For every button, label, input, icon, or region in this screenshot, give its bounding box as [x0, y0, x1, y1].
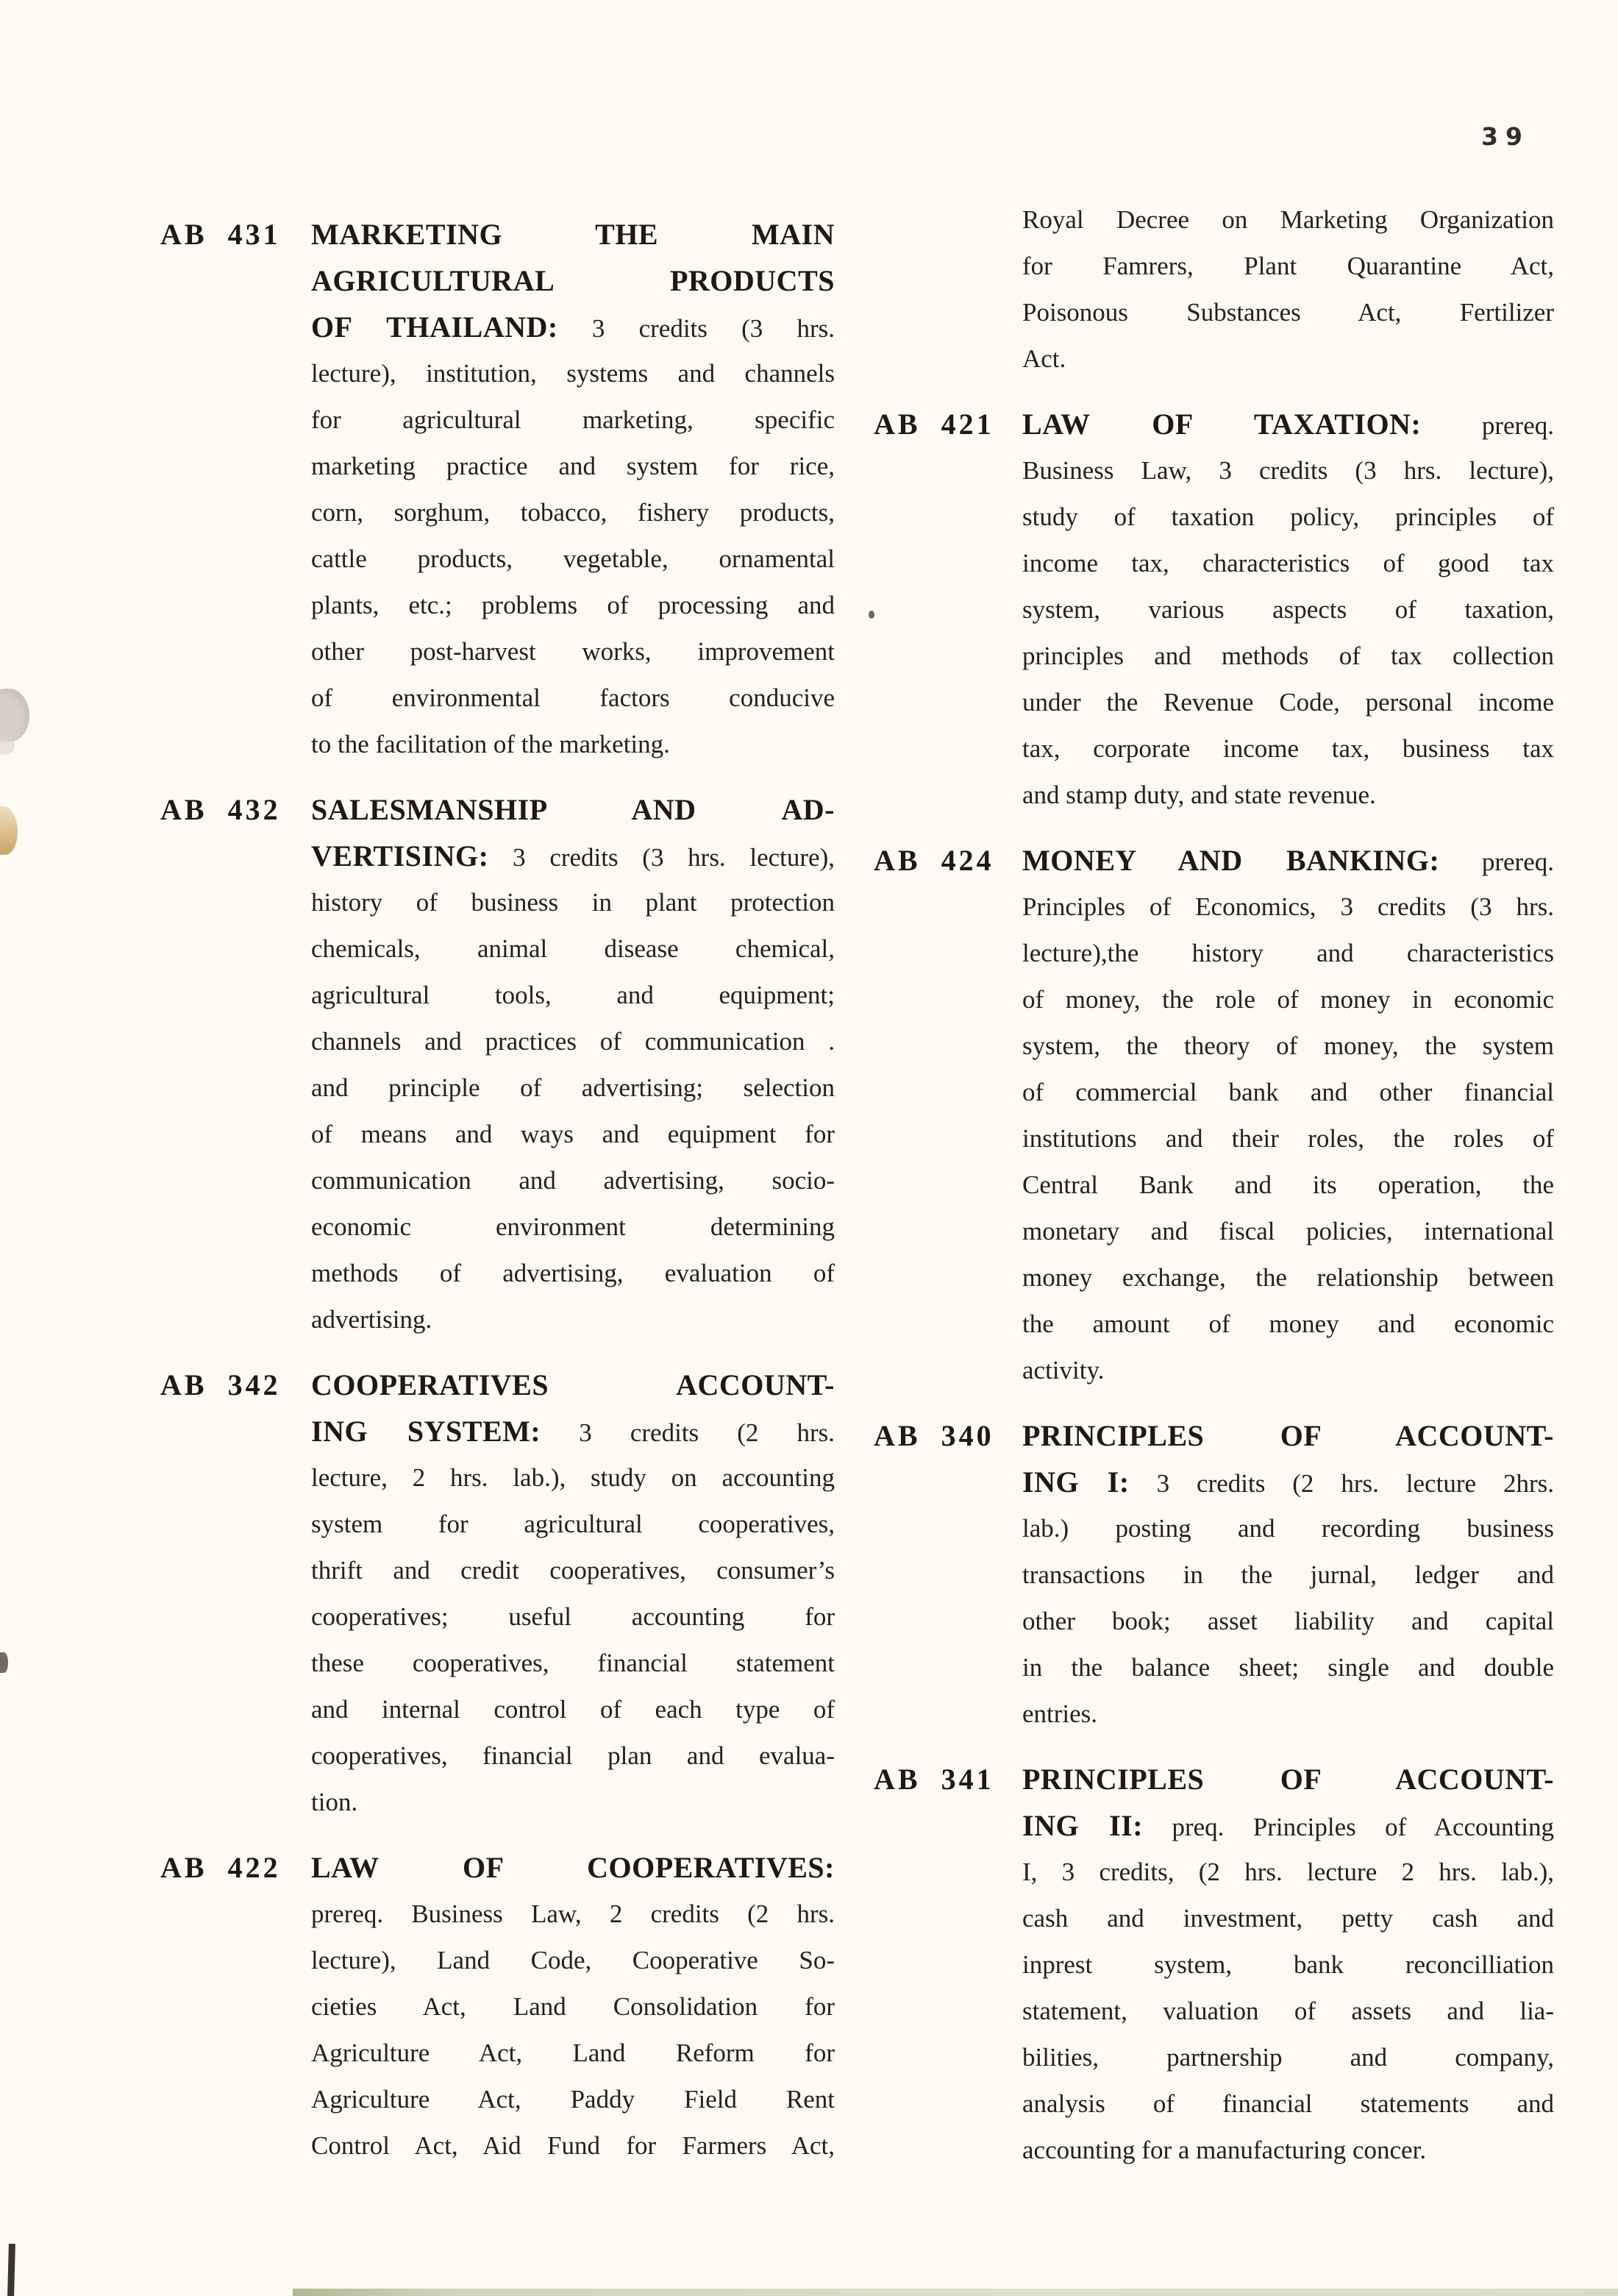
text-line	[1022, 633, 1554, 679]
text-line	[311, 1779, 835, 1825]
text-line	[311, 628, 835, 675]
body-text-segment: tion.	[311, 1788, 358, 1816]
text-line	[1022, 725, 1554, 772]
body-text-segment: Royal Decree on Marketing Organization	[1022, 205, 1554, 234]
text-line	[1022, 1459, 1554, 1505]
body-text-segment: other book; asset liability and capital	[1022, 1607, 1554, 1635]
body-text-segment: Business Law, 3 credits (3 hrs. lecture),	[1022, 456, 1554, 485]
course-title-segment: PRINCIPLES OF ACCOUNT-	[1022, 1763, 1554, 1796]
body-text-segment: Agriculture Act, Land Reform for	[311, 2039, 835, 2067]
text-line	[1022, 1162, 1554, 1208]
text-line	[1022, 1254, 1554, 1301]
course-title-segment: ING SYSTEM:	[311, 1415, 541, 1448]
body-text-segment: and internal control of each type of	[311, 1695, 835, 1724]
body-text-segment: activity.	[1022, 1356, 1105, 1385]
body-text-segment: of money, the role of money in economic	[1022, 985, 1554, 1014]
course-title-segment: LAW OF COOPERATIVES:	[311, 1851, 835, 1884]
right-column	[874, 196, 1555, 2173]
text-line	[311, 1937, 835, 1983]
text-line	[1022, 540, 1554, 586]
text-line	[1022, 1347, 1554, 1393]
body-text-segment: lecture), institution, systems and channels	[311, 359, 835, 388]
course-code: AB 431	[160, 218, 281, 251]
body-text-segment: of environmental factors conducive	[311, 683, 835, 712]
text-line	[311, 1640, 835, 1686]
body-text-segment: tax, corporate income tax, business tax	[1022, 734, 1554, 763]
text-line	[311, 443, 835, 489]
body-text-segment: 3 credits (3 hrs. lecture),	[488, 843, 835, 872]
course-code: AB 341	[874, 1763, 994, 1796]
text-line	[1022, 1756, 1554, 1802]
text-line	[311, 304, 835, 350]
text-line	[1022, 679, 1554, 725]
text-line	[1022, 289, 1554, 335]
course-title-segment: MARKETING THE MAIN	[311, 218, 835, 251]
course-code: AB 421	[874, 408, 994, 441]
body-text-segment: the amount of money and economic	[1022, 1309, 1554, 1338]
body-text-segment: bilities, partnership and company,	[1022, 2043, 1554, 2072]
text-line	[1022, 1941, 1554, 1988]
body-text-segment: Agriculture Act, Paddy Field Rent	[311, 2085, 835, 2114]
text-line	[1022, 1069, 1554, 1115]
text-line	[1022, 586, 1554, 633]
text-line	[1022, 335, 1554, 382]
text-line	[311, 1408, 835, 1454]
text-line	[1022, 772, 1554, 818]
text-line	[311, 1891, 835, 1937]
course-section	[874, 837, 1554, 1393]
text-line	[1022, 930, 1554, 976]
text-line	[311, 211, 835, 257]
scan-speck-artifact	[869, 611, 874, 619]
course-title-segment: ING I:	[1022, 1465, 1130, 1499]
text-line	[1022, 1552, 1554, 1598]
body-text-segment: accounting for a manufacturing concer.	[1022, 2136, 1427, 2164]
text-line	[311, 1983, 835, 2030]
scan-speck-artifact	[0, 1652, 8, 1673]
text-line	[311, 833, 835, 879]
body-text-segment: institutions and their roles, the roles of	[1022, 1124, 1554, 1153]
text-line	[311, 2076, 835, 2122]
body-text-segment: system, the theory of money, the system	[1022, 1031, 1554, 1060]
text-line	[1022, 884, 1554, 930]
body-text-segment: methods of advertising, evaluation of	[311, 1259, 835, 1287]
text-line	[1022, 494, 1554, 540]
text-line	[1022, 976, 1554, 1023]
body-text-segment: to the facilitation of the marketing.	[311, 730, 670, 758]
text-line	[1022, 2127, 1554, 2173]
course-code: AB 422	[160, 1851, 281, 1884]
text-line	[311, 2030, 835, 2076]
body-text-segment: prereq. Business Law, 2 credits (2 hrs.	[311, 1899, 835, 1928]
text-line	[1022, 196, 1554, 243]
body-text-segment: advertising.	[311, 1305, 432, 1334]
text-line	[1022, 401, 1554, 447]
body-text-segment: Act.	[1022, 344, 1066, 373]
body-text-segment: Poisonous Substances Act, Fertilizer	[1022, 298, 1554, 327]
text-line	[1022, 2034, 1554, 2080]
body-text-segment: lecture, 2 hrs. lab.), study on accounting	[311, 1463, 835, 1492]
body-text-segment: entries.	[1022, 1699, 1098, 1728]
text-line	[311, 1157, 835, 1204]
text-line	[311, 1362, 835, 1408]
body-text-segment: Control Act, Aid Fund for Farmers Act,	[311, 2131, 835, 2160]
body-text-segment: thrift and credit cooperatives, consumer’s	[311, 1556, 835, 1585]
text-line	[311, 1547, 835, 1593]
text-line	[1022, 1412, 1554, 1459]
text-line	[1022, 1208, 1554, 1254]
text-line	[311, 1204, 835, 1250]
body-text-segment: statement, valuation of assets and lia-	[1022, 1997, 1554, 2025]
text-line	[1022, 1802, 1554, 1849]
text-line	[1022, 1023, 1554, 1069]
body-text-segment: monetary and fiscal policies, international	[1022, 1217, 1554, 1245]
body-text-segment: system for agricultural cooperatives,	[311, 1510, 835, 1538]
text-line	[311, 1018, 835, 1065]
course-code: AB 424	[874, 844, 994, 877]
body-text-segment: economic environment determining	[311, 1212, 835, 1241]
text-line	[1022, 1644, 1554, 1691]
body-text-segment: prereq.	[1421, 411, 1554, 440]
body-text-segment: prereq.	[1439, 847, 1554, 876]
body-text-segment: money exchange, the relationship between	[1022, 1263, 1554, 1292]
text-line	[311, 2122, 835, 2169]
text-line	[311, 1065, 835, 1111]
body-text-segment: income tax, characteristics of good tax	[1022, 549, 1554, 577]
course-title-segment: LAW OF TAXATION:	[1022, 408, 1422, 441]
body-text-segment: lecture), Land Code, Cooperative So-	[311, 1946, 835, 1975]
text-line	[311, 1501, 835, 1547]
body-text-segment: lab.) posting and recording business	[1022, 1514, 1554, 1543]
text-line	[311, 1454, 835, 1501]
text-line	[311, 397, 835, 443]
course-title-segment: COOPERATIVES ACCOUNT-	[311, 1368, 835, 1401]
body-text-segment: in the balance sheet; single and double	[1022, 1653, 1554, 1682]
text-line	[311, 1296, 835, 1343]
text-line	[311, 489, 835, 536]
body-text-segment: Principles of Economics, 3 credits (3 hrs.	[1022, 892, 1554, 921]
text-line	[1022, 1301, 1554, 1347]
body-text-segment: channels and practices of communication .	[311, 1027, 835, 1056]
body-text-segment: I, 3 credits, (2 hrs. lecture 2 hrs. lab.),	[1022, 1858, 1554, 1886]
text-line	[311, 1111, 835, 1157]
body-text-segment: communication and advertising, socio-	[311, 1166, 835, 1195]
course-section	[874, 401, 1554, 818]
course-section	[160, 786, 835, 1343]
body-text-segment: these cooperatives, financial statement	[311, 1649, 835, 1677]
text-line	[311, 1593, 835, 1640]
body-text-segment: and principle of advertising; selection	[311, 1073, 835, 1102]
course-title-segment: AGRICULTURAL PRODUCTS	[311, 264, 835, 297]
course-section	[160, 211, 835, 767]
body-text-segment: cash and investment, petty cash and	[1022, 1904, 1554, 1933]
body-text-segment: history of business in plant protection	[311, 888, 835, 917]
scan-stain-artifact	[0, 806, 18, 855]
scan-smudge-artifact	[0, 689, 29, 742]
text-line	[1022, 447, 1554, 494]
course-title-segment: MONEY AND BANKING:	[1022, 844, 1440, 877]
course-section	[160, 1362, 835, 1825]
body-text-segment: cieties Act, Land Consolidation for	[311, 1992, 835, 2021]
body-text-segment: system, various aspects of taxation,	[1022, 595, 1554, 624]
body-text-segment: under the Revenue Code, personal income	[1022, 688, 1554, 717]
body-text-segment: other post-harvest works, improvement	[311, 637, 835, 666]
text-line	[311, 536, 835, 582]
text-line	[311, 925, 835, 972]
text-line	[1022, 1988, 1554, 2034]
text-line	[311, 721, 835, 767]
scan-smudge-artifact	[0, 736, 15, 755]
body-text-segment: marketing practice and system for rice,	[311, 452, 835, 480]
text-line	[311, 879, 835, 925]
course-title-segment: OF THAILAND:	[311, 310, 558, 344]
text-line	[1022, 1505, 1554, 1552]
text-line	[1022, 837, 1554, 884]
course-title-segment: SALESMANSHIP AND AD-	[311, 793, 835, 826]
body-text-segment: preq. Principles of Accounting	[1143, 1813, 1554, 1841]
text-line	[1022, 243, 1554, 289]
text-line	[311, 582, 835, 628]
text-line	[1022, 1598, 1554, 1644]
text-line	[311, 257, 835, 304]
text-line	[1022, 1849, 1554, 1895]
body-text-segment: 3 credits (2 hrs.	[541, 1418, 835, 1447]
text-line	[1022, 1691, 1554, 1737]
scan-edge-mark-artifact	[7, 2244, 15, 2296]
body-text-segment: lecture),the history and characteristics	[1022, 939, 1554, 967]
text-line	[311, 350, 835, 397]
body-text-segment: principles and methods of tax collection	[1022, 641, 1554, 670]
body-text-segment: corn, sorghum, tobacco, fishery products,	[311, 498, 835, 527]
text-line	[311, 1250, 835, 1296]
text-line	[311, 786, 835, 833]
body-text-segment: of means and ways and equipment for	[311, 1120, 835, 1148]
text-line	[311, 1686, 835, 1732]
body-text-segment: study of taxation policy, principles of	[1022, 502, 1554, 531]
left-column	[160, 211, 835, 2169]
body-text-segment: transactions in the jurnal, ledger and	[1022, 1560, 1554, 1589]
course-section	[160, 1844, 835, 2169]
body-text-segment: 3 credits (2 hrs. lecture 2hrs.	[1129, 1469, 1555, 1498]
course-code: AB 340	[874, 1419, 994, 1452]
text-line	[311, 1844, 835, 1891]
text-line	[311, 675, 835, 721]
body-text-segment: and stamp duty, and state revenue.	[1022, 781, 1376, 809]
course-section	[874, 1756, 1554, 2173]
body-text-segment: agricultural tools, and equipment;	[311, 981, 835, 1009]
body-text-segment: analysis of financial statements and	[1022, 2089, 1554, 2118]
body-text-segment: 3 credits (3 hrs.	[557, 314, 835, 343]
course-code: AB 342	[160, 1368, 281, 1401]
text-line	[1022, 2080, 1554, 2127]
course-title-segment: VERTISING:	[311, 839, 489, 872]
body-text-segment: cattle products, vegetable, ornamental	[311, 544, 835, 573]
body-text-segment: for agricultural marketing, specific	[311, 405, 835, 434]
course-title-segment: PRINCIPLES OF ACCOUNT-	[1022, 1419, 1554, 1452]
body-text-segment: Central Bank and its operation, the	[1022, 1170, 1554, 1199]
course-code: AB 432	[160, 793, 281, 826]
page-number: 39	[1481, 122, 1530, 151]
text-line	[311, 972, 835, 1018]
body-text-segment: cooperatives, financial plan and evalua-	[311, 1741, 835, 1770]
text-line	[1022, 1895, 1554, 1941]
course-section	[874, 1412, 1555, 1737]
scan-edge-shadow-artifact	[293, 2289, 1618, 2296]
body-text-segment: inprest system, bank reconcilliation	[1022, 1950, 1554, 1979]
text-line	[1022, 1115, 1554, 1162]
body-text-segment: plants, etc.; problems of processing and	[311, 591, 835, 619]
body-text-segment: chemicals, animal disease chemical,	[311, 934, 835, 963]
body-text-segment: for Famrers, Plant Quarantine Act,	[1022, 252, 1554, 280]
text-line	[311, 1732, 835, 1779]
body-text-segment: of commercial bank and other financial	[1022, 1078, 1554, 1106]
course-title-segment: ING II:	[1022, 1809, 1144, 1842]
continuation-paragraph	[1022, 196, 1554, 382]
body-text-segment: cooperatives; useful accounting for	[311, 1602, 835, 1631]
